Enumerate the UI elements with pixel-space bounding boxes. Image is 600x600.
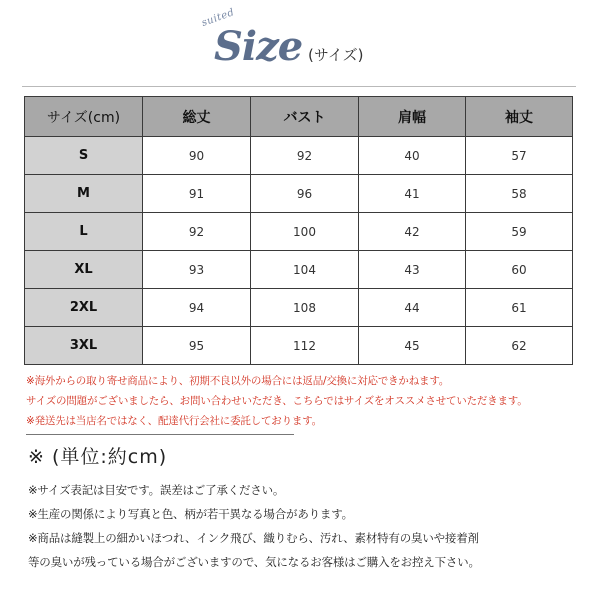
sleeve-cell: 57 [466,137,573,175]
notice-line: ※発送先は当店名ではなく、配達代行会社に委託しております。 [26,415,322,427]
bust-cell: 104 [251,251,359,289]
length-cell: 94 [143,289,251,327]
sleeve-cell: 58 [466,175,573,213]
note-line: ※生産の関係により写真と色、柄が若干異なる場合があります。 [28,507,353,521]
shoulder-cell: 43 [359,251,466,289]
header-script-word: suited [200,6,237,29]
column-header-shoulder: 肩幅 [359,97,466,137]
shoulder-cell: 45 [359,327,466,365]
size-cell: M [25,175,143,213]
size-cell: S [25,137,143,175]
size-cell: 2XL [25,289,143,327]
shoulder-cell: 40 [359,137,466,175]
size-cell: XL [25,251,143,289]
note-line: ※商品は縫製上の細かいほつれ、インク飛び、織りむら、汚れ、素材特有の臭いや接着剤 [28,531,479,545]
length-cell: 95 [143,327,251,365]
length-cell: 93 [143,251,251,289]
size-cell: 3XL [25,327,143,365]
page-header [0,6,600,74]
table-row [25,213,573,251]
table-row [25,137,573,175]
page-title: Size [214,23,303,70]
bust-cell: 108 [251,289,359,327]
size-cell: L [25,213,143,251]
sleeve-cell: 61 [466,289,573,327]
section-divider [26,434,294,435]
length-cell: 90 [143,137,251,175]
unit-label: ※ (単位:約cm) [28,446,168,468]
notice-line: サイズの問題がございましたら、お問い合わせいただき、こちらではサイズをオススメさせていただきます。 [26,395,528,407]
note-line: ※サイズ表記は目安です。誤差はご了承ください。 [28,483,285,497]
size-chart-table [24,96,573,365]
table-row [25,251,573,289]
notice-block [26,371,586,431]
sleeve-cell: 62 [466,327,573,365]
shoulder-cell: 42 [359,213,466,251]
page-subtitle: (サイズ) [308,46,364,64]
sleeve-cell: 59 [466,213,573,251]
header-divider [22,86,576,87]
column-header-sleeve: 袖丈 [466,97,573,137]
length-cell: 91 [143,175,251,213]
bust-cell: 96 [251,175,359,213]
shoulder-cell: 41 [359,175,466,213]
note-line: 等の臭いが残っている場合がございますので、気になるお客様はご購入をお控え下さい。 [28,555,480,569]
notice-line: ※海外からの取り寄せ商品により、初期不良以外の場合には返品/交換に対応できかねます。 [26,375,450,387]
shoulder-cell: 44 [359,289,466,327]
table-row [25,327,573,365]
table-row [25,289,573,327]
table-row [25,175,573,213]
column-header-length: 総丈 [143,97,251,137]
length-cell: 92 [143,213,251,251]
notes-block [28,478,588,574]
table-header-row [25,97,573,137]
column-header-size: サイズ(cm) [25,97,143,137]
sleeve-cell: 60 [466,251,573,289]
bust-cell: 100 [251,213,359,251]
column-header-bust: バスト [251,97,359,137]
bust-cell: 112 [251,327,359,365]
bust-cell: 92 [251,137,359,175]
